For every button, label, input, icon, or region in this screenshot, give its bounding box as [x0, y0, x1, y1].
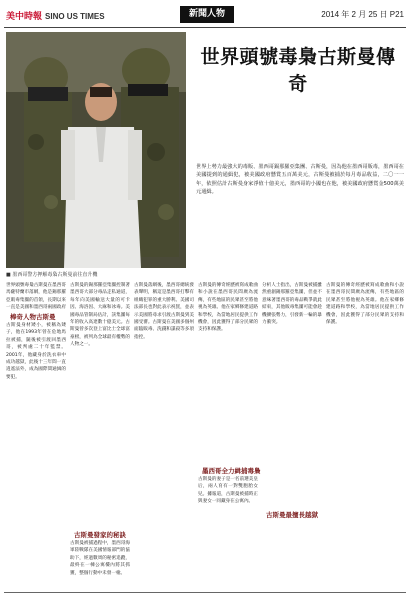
newspaper-brand — [6, 9, 105, 22]
article-column-5: 分析人士指出，古斯曼被捕雖然重創錫那羅亞集團，但並不意味著墨西哥的毒品戰爭就此結束，其他販毒集團可能會趁機擴張勢力，引發新一輪的暴力衝突。 — [262, 283, 322, 326]
date-page: 2014 年 2 月 25 日 P21 — [321, 10, 404, 19]
brand-chinese: 美中時報 — [6, 12, 43, 22]
article-column-3: 古斯曼落網後，墨西哥總統發表聲明，稱這是墨西哥打擊有組織犯罪的重大勝利。美國司法部長也對此表示祝賀，並表示美國將尋求引渡古斯曼到美國受審。古斯曼在美國多個州面臨販毒、洗錢和謀殺等多項指控。 — [134, 283, 194, 340]
article-column-2: 古斯曼的錫那羅亞集團控制著墨西哥大部分毒品走私通道，每年向美國輸送大量的可卡因、海洛因、大麻和冰毒。美國毒品管制局估計，該集團每年的收入高達數十億美元。古斯曼曾多次登上富比士全球富豪榜，被列為全球最有權勢的人物之一。 — [70, 283, 130, 348]
article-column-4-continued: 古斯曼的妻子是一名前選美皇后，兩人育有一對雙胞胎女兒。據報道，古斯曼被捕時正與妻女一同藏身在公寓內。 — [198, 477, 258, 505]
subhead-3: 古斯曼最擅長越獄 — [266, 511, 318, 519]
brand-english: SINO US TIMES — [45, 12, 105, 21]
article-column-6: 古斯曼的傳奇經歷被寫成歌曲和小說在墨西哥民間廣為流傳，有些地區的民眾甚至將他視為英雄。他在家鄉修建道路和學校，為當地居民提供工作機會，因此獲得了部分民眾的支持和保護。 — [326, 283, 404, 326]
masthead-rule — [4, 27, 406, 28]
article-column-1: 世界頭號毒梟古斯曼在墨西哥馬薩特蘭市落網，他是錫那羅亞販毒集團的首領，長期以來一直是美國和墨西哥兩國政府 — [6, 283, 66, 310]
headline: 世界頭號毒梟古斯曼傳奇 — [200, 46, 396, 95]
article-column-2-continued: 古斯曼被捕過程中，墨西哥海軍陸戰隊在美國情報部門的協助下，經過數周的秘密追蹤，最終在一棟公寓樓內將其抓獲，整個行動中未發一槍。 — [70, 541, 130, 576]
section-label: 新聞人物 — [180, 6, 234, 23]
subhead-1: 棒奇人物古斯曼 — [10, 313, 56, 321]
photo-caption: ■ 墨西哥警方押解毒梟古斯曼前往直升機 — [6, 272, 98, 278]
lead-paragraph: 世界上勢力最強大的毒販、墨西哥錫那羅亞集團、古斯曼，因為他在墨西哥販毒，墨西哥在美國提到的通緝犯，被美國政府懸賞五百萬美元，古斯曼被捕於每月毒品收益，二〇一一年，依照估計古斯曼身家淨值十億美元，墨西哥的小國也在他，被美國政府懸賞金500萬美元通緝。 — [196, 164, 404, 196]
subhead-4: 古斯曼發家的秘訣 — [74, 531, 126, 539]
article-column-1-continued: 古斯曼身材矮小，被稱為矮子，他在1993年曾在危地馬拉被捕，隨後被引渡回墨西哥，被判處二十年監禁。2001年，他藏身於洗衣車中成功越獄，此後十三年間一直逍遙法外，成為國際間通緝的要犯。 — [6, 323, 66, 380]
news-photo — [6, 32, 186, 268]
bottom-rule — [4, 592, 406, 593]
masthead — [0, 0, 410, 32]
subhead-2: 墨西哥全力緝捕毒梟 — [202, 467, 261, 475]
article-column-4: 古斯曼的傳奇經歷被寫成歌曲和小說在墨西哥民間廣為流傳，有些地區的民眾甚至將他視為英雄。他在家鄉修建道路和學校，為當地居民提供工作機會，因此獲得了部分民眾的支持和保護。 — [198, 283, 258, 333]
